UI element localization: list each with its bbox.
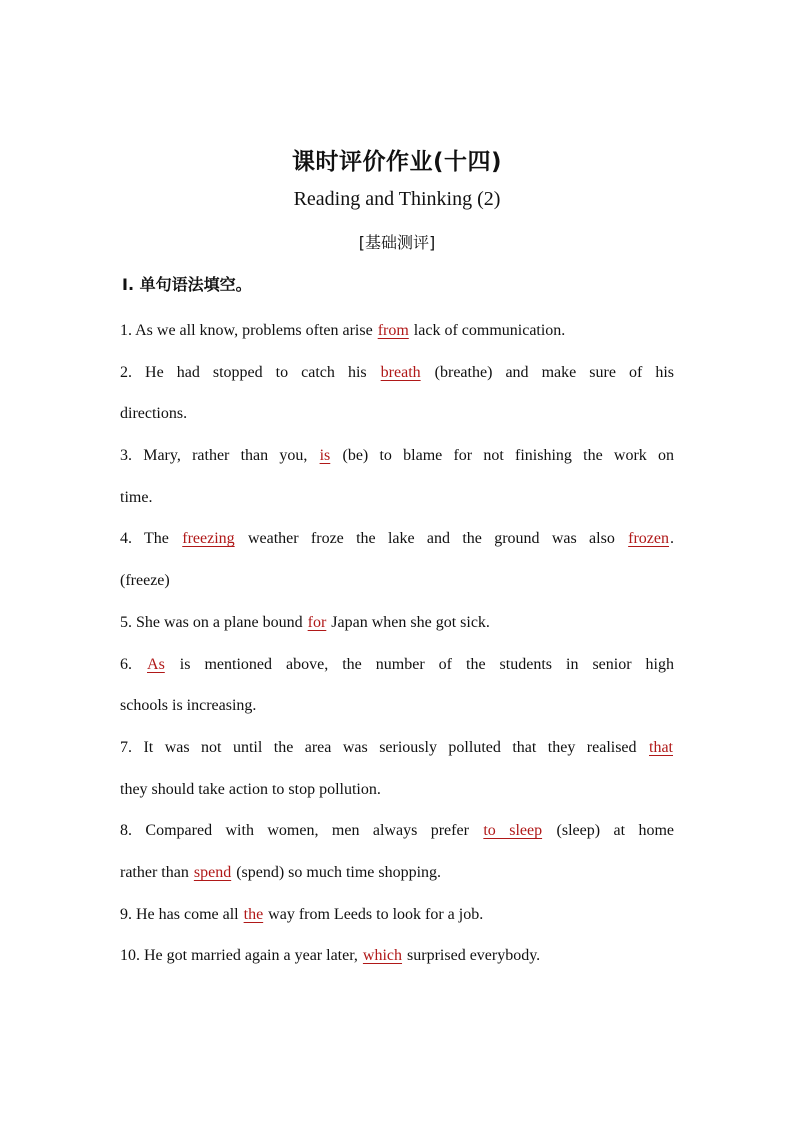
page-title: 课时评价作业(十四) [291,149,503,175]
exercise-text: way from Leeds to look for a job. [264,905,484,923]
exercise-text: 10. He got married again a year later, [120,947,362,965]
exercise-line [120,518,674,560]
exercise-line [120,852,674,894]
answer-blank: As [147,655,165,673]
exercise-text: directions. [120,405,188,423]
exercise-line [120,727,674,769]
exercise-text: they should take action to stop pollution. [120,780,381,798]
exercise-line [120,644,674,686]
answer-blank: frozen [628,530,669,548]
exercise-text: surprised everybody. [403,947,541,965]
exercise-line [120,602,674,644]
section-tag: [基础测评] [358,233,436,252]
exercise-line [120,894,674,936]
exercise-text: (be) to blame for not finishing the work on [331,447,675,465]
exercise-text: (spend) so much time shopping. [232,863,442,881]
exercise-text: 6. [120,655,147,673]
exercise-text: (breathe) and make sure of his [421,363,674,381]
exercise-text: is mentioned above, the number of the students in senior high [165,655,675,673]
exercise-line [120,352,674,394]
exercise-text: 3. Mary, rather than you, [120,447,319,465]
exercise-text: 9. He has come all [120,905,243,923]
answer-blank: freezing [182,530,235,548]
exercise-text: 8. Compared with women, men always prefer [120,822,483,840]
exercise-text: 5. She was on a plane bound [120,613,307,631]
exercise-list [120,310,674,977]
exercise-text: 1. As we all know, problems often arise [120,322,377,339]
exercise-text: time. [120,488,153,506]
exercise-text: Japan when she got sick. [327,613,490,631]
exercise-text: . [670,530,674,548]
answer-blank: for [307,613,327,631]
exercise-text: 7. It was not until the area was seriously polluted that they realised [120,738,648,756]
exercise-line [120,435,674,477]
exercise-line [120,477,674,519]
exercise-line [120,769,674,811]
section-heading: Ⅰ. 单句语法填空。 [122,275,252,294]
answer-blank: is [319,447,331,465]
answer-blank: that [649,738,673,756]
exercise-line [120,560,674,602]
answer-blank: from [377,322,409,339]
exercise-text: rather than [120,863,193,881]
exercise-text: schools is increasing. [120,697,257,715]
exercise-line [120,310,674,352]
answer-blank: which [362,947,403,965]
answer-blank: to sleep [483,822,543,840]
answer-blank: spend [193,863,232,881]
exercise-line [120,685,674,727]
page-subtitle: Reading and Thinking (2) [293,188,501,210]
exercise-line [120,810,674,852]
exercise-text: 4. The [120,530,182,548]
exercise-text: (sleep) at home [543,822,674,840]
exercise-text: 2. He had stopped to catch his [120,363,380,381]
exercise-line [120,935,674,977]
exercise-text: lack of communication. [409,322,566,339]
answer-blank: the [243,905,264,923]
exercise-text: (freeze) [120,572,170,590]
answer-blank: breath [380,363,421,381]
exercise-text: weather froze the lake and the ground was also [235,530,628,548]
exercise-line [120,393,674,435]
